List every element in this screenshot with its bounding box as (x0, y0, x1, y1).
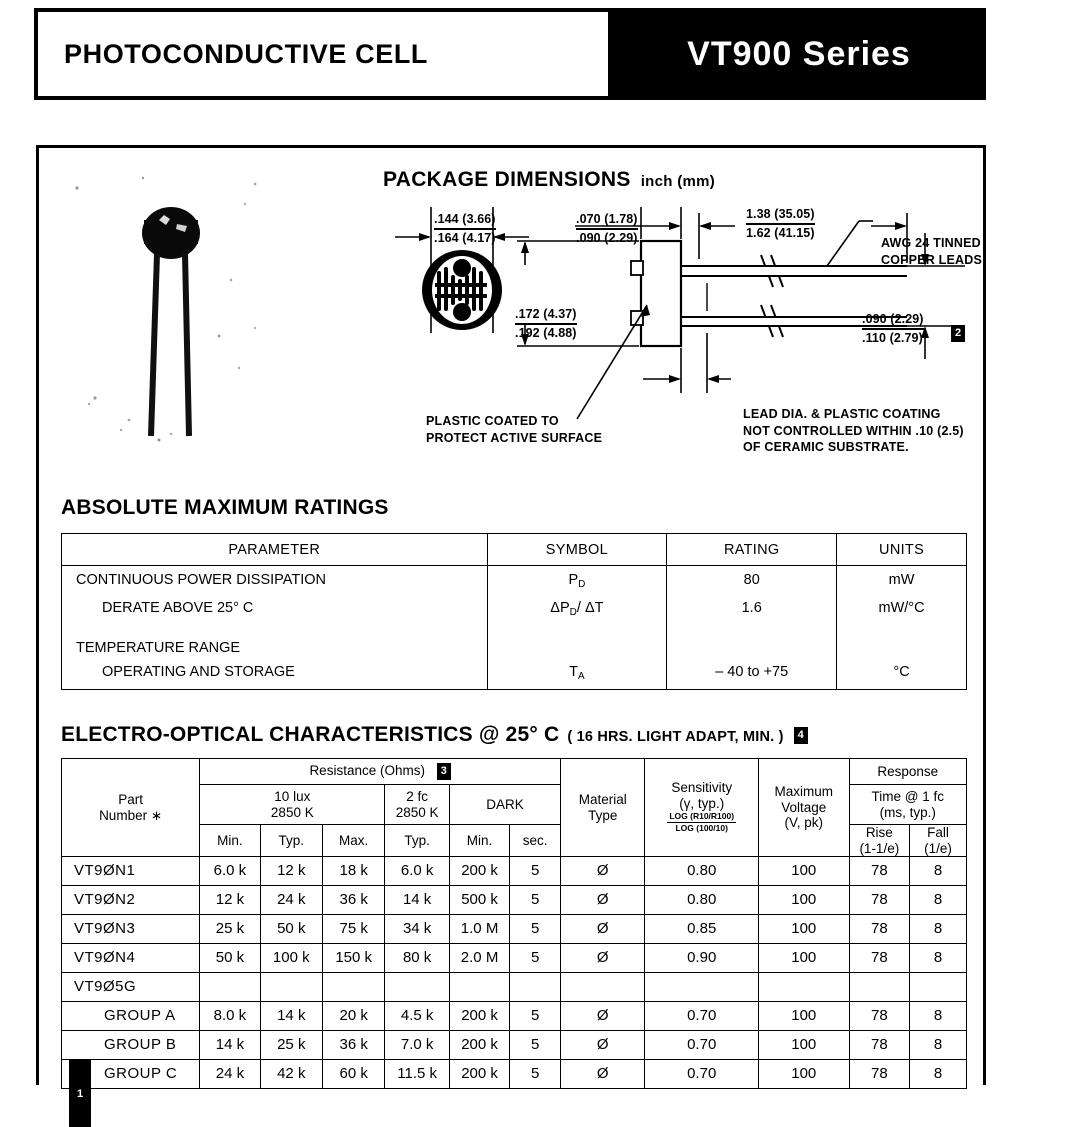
cell-fall: 8 (910, 1060, 967, 1089)
cell-rise (849, 973, 910, 1002)
cell-rise: 78 (849, 944, 910, 973)
units-derate: mW/°C (837, 594, 967, 622)
col-rise-line1: Rise (865, 825, 893, 840)
note-line: COPPER LEADS (881, 252, 983, 267)
col-typ-2fc: Typ. (385, 825, 449, 857)
symbol-subscript: A (577, 671, 585, 683)
col-maximum-voltage (758, 759, 849, 857)
col-part-number (62, 759, 200, 857)
cell-sensitivity: 0.70 (645, 1060, 759, 1089)
col-part-line2: Number ∗ (99, 807, 163, 823)
cell-max-voltage: 100 (758, 915, 849, 944)
rating-temp: – 40 to +75 (667, 656, 837, 690)
cell-material: Ø (561, 1031, 645, 1060)
cell-typ-10lux: 25 k (260, 1031, 322, 1060)
cell-dark-sec: 5 (510, 886, 561, 915)
cell-material: Ø (561, 1002, 645, 1031)
note-line: NOT CONTROLLED WITHIN .10 (2.5) (743, 423, 964, 438)
table-header-row (62, 534, 967, 566)
cell-sensitivity: 0.85 (645, 915, 759, 944)
col-response-line3: (ms, typ.) (879, 804, 936, 820)
table-row (62, 944, 967, 973)
dim-value-bottom: .110 (2.79) (862, 330, 923, 345)
col-resistance-label: Resistance (Ohms) (309, 763, 425, 779)
note-lead-dia-substrate (743, 406, 964, 456)
symbol-text: T (569, 664, 578, 681)
cell-dark-min: 2.0 M (449, 944, 509, 973)
col-10lux-line1: 10 lux (274, 788, 311, 804)
cell-max-voltage: 100 (758, 944, 849, 973)
col-dark-min: Min. (449, 825, 509, 857)
rating-derate: 1.6 (667, 594, 837, 622)
symbol-blank (487, 622, 667, 656)
cell-rise: 78 (849, 857, 910, 886)
cell-fall (910, 973, 967, 1002)
arrowhead (669, 375, 681, 383)
cell-sensitivity: 0.70 (645, 1002, 759, 1031)
col-response-sublabels (849, 785, 966, 825)
cell-typ-10lux: 42 k (260, 1060, 322, 1089)
cell-max-voltage: 100 (758, 1002, 849, 1031)
col-maxv-line1: Maximum (774, 784, 834, 800)
table-row (62, 886, 967, 915)
col-maxv-line2: Voltage (781, 799, 827, 815)
col-min-10lux: Min. (200, 825, 260, 857)
col-fall (910, 825, 967, 857)
note-line: PLASTIC COATED TO (426, 414, 559, 428)
note-line: OF CERAMIC SUBSTRATE. (743, 440, 909, 454)
dim-value-top: .144 (3.66) (434, 211, 496, 230)
note-line: PROTECT ACTIVE SURFACE (426, 430, 603, 445)
cell-typ-2fc: 4.5 k (385, 1002, 449, 1031)
page-header (34, 8, 986, 100)
col-10lux-line2: 2850 K (270, 804, 314, 820)
dim-value-top: 1.38 (35.05) (746, 206, 815, 225)
note-badge-4: 4 (794, 727, 808, 744)
arrowhead (895, 222, 907, 230)
dim-value-bottom: 1.62 (41.15) (746, 225, 815, 240)
cell-part-number: VT9Ø5G (62, 973, 200, 1002)
cell-part-number: VT9ØN2 (62, 886, 200, 915)
dim-lead-spacing (862, 311, 924, 346)
page-title: PHOTOCONDUCTIVE CELL (64, 38, 429, 69)
electro-optical-rows (62, 857, 967, 1089)
eo-subtitle-label: ( 16 HRS. LIGHT ADAPT, MIN. ) (567, 729, 784, 745)
note-line: LEAD DIA. & PLASTIC COATING (743, 407, 941, 421)
col-maxv-line3: (V, pk) (784, 815, 824, 831)
dim-value-bottom: .164 (4.17) (434, 230, 496, 245)
cell-typ-2fc: 14 k (385, 886, 449, 915)
param-power-dissipation: CONTINUOUS POWER DISSIPATION (62, 566, 488, 594)
arrowhead (419, 233, 431, 241)
cell-fall: 8 (910, 886, 967, 915)
cell-typ-2fc: 6.0 k (385, 857, 449, 886)
units-blank (837, 622, 967, 656)
dim-value-top: .172 (4.37) (515, 306, 577, 325)
table-row (62, 915, 967, 944)
cell-max-voltage: 100 (758, 1031, 849, 1060)
note-awg-leads (881, 235, 982, 268)
cell-sensitivity: 0.90 (645, 944, 759, 973)
formula-denominator: LOG (100/10) (675, 823, 728, 834)
cell-min-10lux: 12 k (200, 886, 260, 915)
cell-part-number: VT9ØN3 (62, 915, 200, 944)
rating-blank (667, 622, 837, 656)
package-dimensions-title (383, 168, 715, 192)
col-2fc-group (385, 785, 449, 825)
col-rating: RATING (667, 534, 837, 566)
table-row (62, 566, 967, 594)
cell-min-10lux: 6.0 k (200, 857, 260, 886)
cell-typ-10lux: 12 k (260, 857, 322, 886)
header-left-panel (34, 8, 612, 100)
cell-min-10lux: 24 k (200, 1060, 260, 1089)
cell-sensitivity: 0.80 (645, 857, 759, 886)
cell-dark-sec: 5 (510, 1031, 561, 1060)
symbol-pd (487, 566, 667, 594)
abs-max-title (61, 496, 389, 520)
series-title: VT900 Series (687, 34, 911, 73)
cell-sensitivity: 0.70 (645, 1031, 759, 1060)
dim-body-thickness (576, 211, 638, 246)
cell-typ-2fc: 11.5 k (385, 1060, 449, 1089)
units-temp: °C (837, 656, 967, 690)
table-row (62, 594, 967, 622)
group-note-badge-1 (69, 1060, 91, 1127)
cell-fall: 8 (910, 1031, 967, 1060)
col-material-line1: Material (578, 792, 627, 807)
symbol-ta (487, 656, 667, 690)
cell-max-voltage: 100 (758, 886, 849, 915)
col-2fc-line1: 2 fc (406, 788, 429, 804)
dim-body-height (515, 306, 577, 341)
electro-optical-table (61, 758, 967, 1089)
arrowhead (669, 222, 681, 230)
table-row (62, 973, 967, 1002)
symbol-delta-pd (487, 594, 667, 622)
cell-material: Ø (561, 886, 645, 915)
cell-fall: 8 (910, 857, 967, 886)
note-badge-3: 3 (437, 763, 451, 780)
cell-dark-min: 200 k (449, 1002, 509, 1031)
eo-title-label: ELECTRO-OPTICAL CHARACTERISTICS @ 25° C (61, 723, 560, 746)
cell-typ-10lux: 14 k (260, 1002, 322, 1031)
cell-min-10lux: 8.0 k (200, 1002, 260, 1031)
cell-fall: 8 (910, 1002, 967, 1031)
cell-material: Ø (561, 944, 645, 973)
cell-material (561, 973, 645, 1002)
cell-fall: 8 (910, 915, 967, 944)
dim-value-top: .090 (2.29) (862, 311, 924, 330)
table-row (62, 656, 967, 690)
cell-max-10lux: 36 k (322, 1031, 384, 1060)
package-units-label: inch (mm) (640, 173, 716, 190)
cell-rise: 78 (849, 915, 910, 944)
symbol-text: ΔP (550, 599, 570, 616)
col-sensitivity-line1: Sensitivity (671, 780, 733, 796)
col-parameter: PARAMETER (62, 534, 488, 566)
cell-material: Ø (561, 1060, 645, 1089)
cell-part-number: VT9ØN4 (62, 944, 200, 973)
symbol-subscript: D (569, 606, 577, 618)
param-temp-range: TEMPERATURE RANGE (62, 622, 488, 656)
symbol-tail: / ΔT (576, 599, 604, 616)
cell-material: Ø (561, 857, 645, 886)
param-derate: DERATE ABOVE 25° C (62, 594, 488, 622)
note-badge-2: 2 (951, 325, 965, 342)
cell-part-group: GROUP C (62, 1060, 200, 1089)
cell-min-10lux: 50 k (200, 944, 260, 973)
cell-fall: 8 (910, 944, 967, 973)
col-max-10lux: Max. (322, 825, 384, 857)
group-badge-label: 1 (76, 1087, 84, 1100)
arrowhead (699, 222, 711, 230)
cell-rise: 78 (849, 1031, 910, 1060)
cell-max-voltage (758, 973, 849, 1002)
table-row (62, 622, 967, 656)
col-response-line1: Response (877, 763, 939, 779)
cell-dark-sec: 5 (510, 857, 561, 886)
dim-value-bottom: .090 (2.29) (576, 230, 638, 245)
cell-dark-min: 200 k (449, 1060, 509, 1089)
col-rise-line2: (1-1/e) (859, 840, 900, 856)
cell-part-number: VT9ØN1 (62, 857, 200, 886)
cell-typ-10lux: 24 k (260, 886, 322, 915)
cell-material: Ø (561, 915, 645, 944)
symbol-subscript: D (578, 578, 586, 590)
col-2fc-line2: 2850 K (395, 804, 439, 820)
table-row (62, 857, 967, 886)
col-rise (849, 825, 910, 857)
abs-max-title-label: ABSOLUTE MAXIMUM RATINGS (61, 496, 389, 519)
cell-face (422, 250, 502, 330)
units-power: mW (837, 566, 967, 594)
col-dark-sec: sec. (510, 825, 561, 857)
cell-sensitivity: 0.80 (645, 886, 759, 915)
datasheet-body-frame (36, 145, 986, 1100)
cell-typ-2fc: 34 k (385, 915, 449, 944)
col-response-line2: Time @ 1 fc (871, 788, 944, 804)
cell-typ-2fc: 7.0 k (385, 1031, 449, 1060)
cell-typ-10lux (260, 973, 322, 1002)
dim-cell-diameter (434, 211, 496, 246)
param-operating-storage: OPERATING AND STORAGE (62, 656, 488, 690)
cell-sensitivity (645, 973, 759, 1002)
cell-dark-min: 200 k (449, 857, 509, 886)
col-fall-line1: Fall (927, 825, 949, 840)
cell-dark-min (449, 973, 509, 1002)
note-plastic-coating (426, 413, 602, 446)
dim-lead-length (746, 206, 815, 241)
cell-part-group: GROUP A (62, 1002, 200, 1031)
col-units: UNITS (837, 534, 967, 566)
col-resistance-group (200, 759, 561, 785)
arrowhead (521, 241, 529, 253)
cell-dark-sec (510, 973, 561, 1002)
formula-numerator: LOG (R10/R100) (669, 811, 735, 822)
dim-value-top: .070 (1.78) (576, 211, 638, 230)
cell-rise: 78 (849, 886, 910, 915)
cell-part-group: GROUP B (62, 1031, 200, 1060)
sensitivity-formula (667, 811, 736, 833)
dim-value-bottom: .192 (4.88) (515, 325, 577, 340)
cell-max-voltage: 100 (758, 1060, 849, 1089)
cell-min-10lux: 14 k (200, 1031, 260, 1060)
cell-dark-min: 1.0 M (449, 915, 509, 944)
col-response-time-group (849, 759, 966, 785)
rating-power: 80 (667, 566, 837, 594)
cell-max-10lux (322, 973, 384, 1002)
electro-optical-title (61, 723, 808, 747)
cell-typ-2fc: 80 k (385, 944, 449, 973)
cell-max-10lux: 75 k (322, 915, 384, 944)
cell-max-10lux: 20 k (322, 1002, 384, 1031)
col-typ-10lux: Typ. (260, 825, 322, 857)
col-sensitivity-line2: (γ, typ.) (679, 795, 725, 811)
table-row (62, 1060, 967, 1089)
cell-max-10lux: 18 k (322, 857, 384, 886)
cell-rise: 78 (849, 1060, 910, 1089)
arrowhead (707, 375, 719, 383)
cell-max-voltage: 100 (758, 857, 849, 886)
cell-min-10lux (200, 973, 260, 1002)
col-sensitivity (645, 759, 759, 857)
col-fall-line2: (1/e) (924, 840, 952, 856)
col-10lux-group (200, 785, 385, 825)
cell-dark-sec: 5 (510, 915, 561, 944)
photocell-photo-image (59, 158, 369, 478)
cell-typ-10lux: 50 k (260, 915, 322, 944)
note-line: AWG 24 TINNED (881, 236, 981, 250)
cell-dark-sec: 5 (510, 1060, 561, 1089)
table-header-row-1 (62, 759, 967, 785)
cell-dark-min: 500 k (449, 886, 509, 915)
symbol-text: P (568, 571, 579, 588)
cell-min-10lux: 25 k (200, 915, 260, 944)
col-material-type (561, 759, 645, 857)
absolute-maximum-ratings-table (61, 533, 967, 690)
cell-dark-min: 200 k (449, 1031, 509, 1060)
cell-max-10lux: 150 k (322, 944, 384, 973)
col-symbol: SYMBOL (487, 534, 667, 566)
photocell-photo (59, 158, 369, 478)
cell-dark-sec: 5 (510, 1002, 561, 1031)
col-dark-group: DARK (449, 785, 560, 825)
cell-max-10lux: 60 k (322, 1060, 384, 1089)
cell-dark-sec: 5 (510, 944, 561, 973)
cell-rise: 78 (849, 1002, 910, 1031)
cell-typ-2fc (385, 973, 449, 1002)
table-row (62, 1002, 967, 1031)
cell-typ-10lux: 100 k (260, 944, 322, 973)
cell-max-10lux: 36 k (322, 886, 384, 915)
col-material-line2: Type (588, 807, 618, 823)
package-dimensions-label: PACKAGE DIMENSIONS (383, 168, 631, 191)
header-right-panel (612, 8, 986, 100)
table-row (62, 1031, 967, 1060)
col-part-line1: Part (118, 792, 143, 807)
